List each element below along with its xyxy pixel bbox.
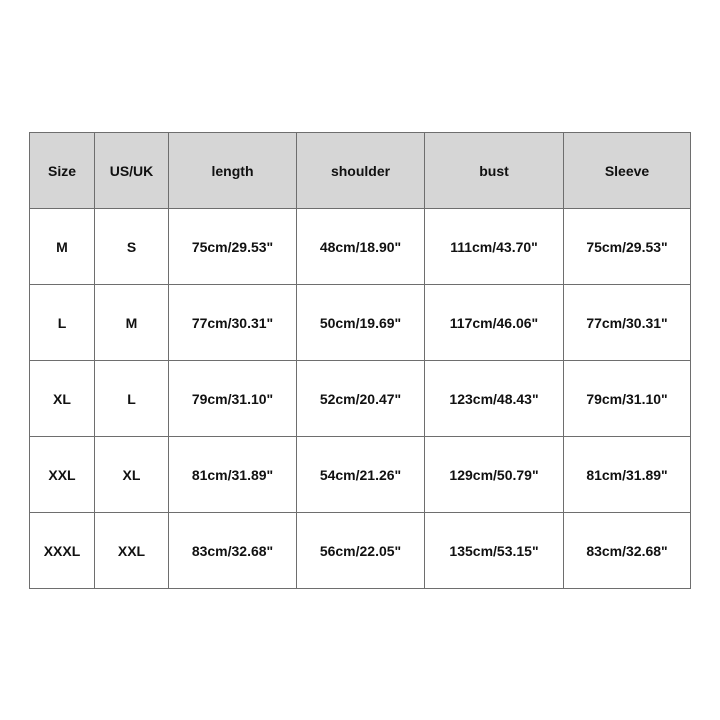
table-row	[30, 285, 691, 361]
cell-sleeve: 77cm/30.31"	[564, 285, 691, 361]
cell-shoulder: 48cm/18.90"	[297, 209, 425, 285]
cell-sleeve: 75cm/29.53"	[564, 209, 691, 285]
header-us-uk: US/UK	[95, 133, 169, 209]
cell-sleeve: 83cm/32.68"	[564, 513, 691, 589]
table-header	[30, 133, 691, 209]
cell-us-uk: XXL	[95, 513, 169, 589]
cell-us-uk: S	[95, 209, 169, 285]
cell-size: XXXL	[30, 513, 95, 589]
cell-us-uk: L	[95, 361, 169, 437]
header-row	[30, 133, 691, 209]
cell-shoulder: 52cm/20.47"	[297, 361, 425, 437]
header-length: length	[169, 133, 297, 209]
cell-size: XXL	[30, 437, 95, 513]
table-body	[30, 209, 691, 589]
cell-length: 79cm/31.10"	[169, 361, 297, 437]
cell-bust: 117cm/46.06"	[425, 285, 564, 361]
header-bust: bust	[425, 133, 564, 209]
cell-bust: 123cm/48.43"	[425, 361, 564, 437]
cell-sleeve: 81cm/31.89"	[564, 437, 691, 513]
size-chart-table	[29, 132, 691, 589]
header-shoulder: shoulder	[297, 133, 425, 209]
cell-size: L	[30, 285, 95, 361]
cell-shoulder: 56cm/22.05"	[297, 513, 425, 589]
header-sleeve: Sleeve	[564, 133, 691, 209]
cell-us-uk: M	[95, 285, 169, 361]
cell-sleeve: 79cm/31.10"	[564, 361, 691, 437]
cell-size: XL	[30, 361, 95, 437]
cell-us-uk: XL	[95, 437, 169, 513]
cell-bust: 111cm/43.70"	[425, 209, 564, 285]
cell-shoulder: 54cm/21.26"	[297, 437, 425, 513]
cell-length: 83cm/32.68"	[169, 513, 297, 589]
cell-length: 75cm/29.53"	[169, 209, 297, 285]
cell-bust: 129cm/50.79"	[425, 437, 564, 513]
table-row	[30, 361, 691, 437]
header-size: Size	[30, 133, 95, 209]
table-row	[30, 437, 691, 513]
cell-size: M	[30, 209, 95, 285]
cell-bust: 135cm/53.15"	[425, 513, 564, 589]
cell-length: 81cm/31.89"	[169, 437, 297, 513]
cell-shoulder: 50cm/19.69"	[297, 285, 425, 361]
table-row	[30, 513, 691, 589]
table-row	[30, 209, 691, 285]
cell-length: 77cm/30.31"	[169, 285, 297, 361]
